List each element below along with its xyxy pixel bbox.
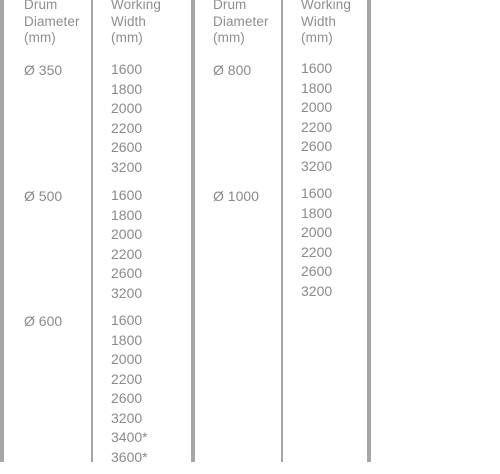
drum-diameter-cell: Ø 600 xyxy=(24,313,63,329)
working-width-list xyxy=(111,186,142,303)
working-width-list xyxy=(111,311,148,467)
width-value: 2600 xyxy=(301,138,333,154)
working-width-list xyxy=(301,59,332,176)
width-value: 2000 xyxy=(111,100,143,116)
width-value: 2200 xyxy=(111,245,143,262)
width-value: 2200 xyxy=(301,243,333,260)
width-value: 1800 xyxy=(301,79,333,96)
width-value: 3600* xyxy=(111,448,148,465)
width-value: 3200 xyxy=(111,158,143,175)
drum-diameter-cell: Ø 500 xyxy=(24,188,63,204)
drum-diameter-cell: Ø 800 xyxy=(213,62,252,78)
header-line: (mm) xyxy=(301,30,333,45)
width-value: 1600 xyxy=(111,61,143,77)
width-value: 1600 xyxy=(111,312,143,328)
width-value: 2200 xyxy=(111,119,143,136)
column-divider xyxy=(281,0,283,462)
drum-diameter-header xyxy=(24,0,80,47)
drum-diameter-cell: Ø 350 xyxy=(24,62,63,78)
working-width-header xyxy=(301,0,351,47)
width-value: 1600 xyxy=(301,60,333,76)
width-value: 1800 xyxy=(301,204,333,221)
header-line: Working xyxy=(301,0,351,12)
header-line: (mm) xyxy=(24,30,56,45)
width-value: 2200 xyxy=(301,118,333,135)
width-value: 2600 xyxy=(301,263,333,279)
width-value: 2600 xyxy=(111,390,143,406)
header-line: (mm) xyxy=(213,30,245,45)
width-value: 2000 xyxy=(111,226,143,242)
header-line: Drum xyxy=(24,0,58,12)
width-value: 3200 xyxy=(301,282,333,299)
working-width-list xyxy=(301,184,332,301)
width-value: 1600 xyxy=(111,187,143,203)
width-value: 1800 xyxy=(111,331,143,348)
table-border-right xyxy=(367,0,371,462)
width-value: 3200 xyxy=(111,284,143,301)
width-value: 2000 xyxy=(301,99,333,115)
table-border-left xyxy=(0,0,4,462)
header-line: Diameter xyxy=(24,13,80,29)
table-border-middle xyxy=(191,0,195,462)
width-value: 2000 xyxy=(301,224,333,240)
column-divider xyxy=(91,0,93,462)
header-line: Drum xyxy=(213,0,247,12)
header-line: Diameter xyxy=(213,13,269,29)
drum-diameter-cell: Ø 1000 xyxy=(213,188,259,204)
width-value: 1600 xyxy=(301,185,333,201)
drum-diameter-header xyxy=(213,0,269,47)
width-value: 1800 xyxy=(111,206,143,223)
header-line: Working xyxy=(111,0,161,12)
working-width-header xyxy=(111,0,161,47)
width-value: 2600 xyxy=(111,265,143,281)
header-line: (mm) xyxy=(111,30,143,45)
header-line: Width xyxy=(111,13,147,29)
width-value: 1800 xyxy=(111,80,143,97)
width-value: 3200 xyxy=(301,157,333,174)
working-width-list xyxy=(111,60,142,177)
header-line: Width xyxy=(301,13,337,29)
width-value: 3400* xyxy=(111,429,148,445)
width-value: 3200 xyxy=(111,409,143,426)
width-value: 2200 xyxy=(111,370,143,387)
width-value: 2600 xyxy=(111,139,143,155)
width-value: 2000 xyxy=(111,351,143,367)
